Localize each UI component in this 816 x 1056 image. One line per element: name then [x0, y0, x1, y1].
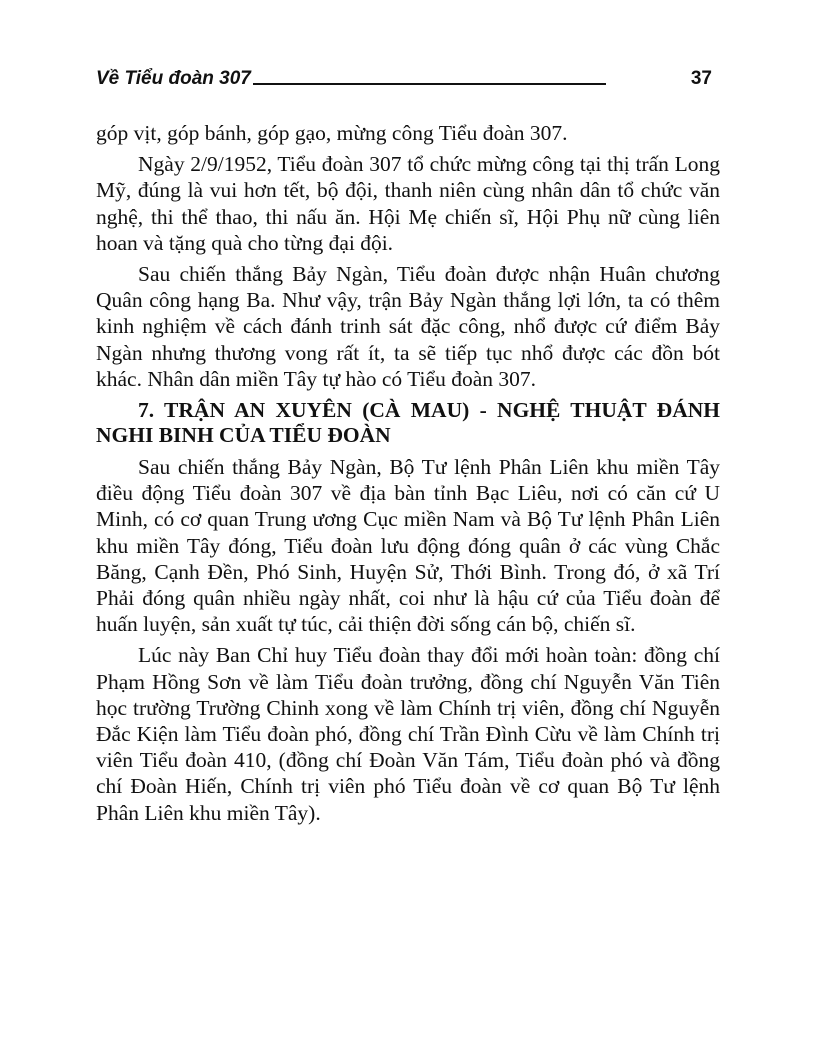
section-heading: 7. TRẬN AN XUYÊN (CÀ MAU) - NGHỆ THUẬT ĐÁNH NGHI BINH CỦA TIỂU ĐOÀN — [96, 398, 720, 448]
paragraph-celebration: Ngày 2/9/1952, Tiểu đoàn 307 tổ chức mừng công tại thị trấn Long Mỹ, đúng là vui hơn tết, bộ đội, thanh niên cùng nhân dân tổ chức văn nghệ, thi thể thao, thi nấu ăn. Hội Mẹ chiến sĩ, Hội Phụ nữ cùng liên hoan và tặng quà cho từng đại đội. — [96, 152, 720, 255]
running-header-title: Về Tiểu đoàn 307 — [96, 68, 251, 89]
body-text — [96, 120, 720, 826]
book-page — [96, 60, 720, 831]
running-header — [96, 60, 720, 90]
paragraph-continued: góp vịt, góp bánh, góp gạo, mừng công Tiểu đoàn 307. — [96, 121, 568, 145]
paragraph-relocation: Sau chiến thắng Bảy Ngàn, Bộ Tư lệnh Phân Liên khu miền Tây điều động Tiểu đoàn 307 về địa bàn tỉnh Bạc Liêu, nơi có căn cứ U Minh, có cơ quan Trung ương Cục miền Nam và Bộ Tư lệnh Phân Liên khu miền Tây đóng, Tiểu đoàn lưu động đóng quân ở các vùng Chắc Băng, Cạnh Đền, Phó Sinh, Huyện Sử, Thới Bình. Trong đó, ở xã Trí Phải đóng quân nhiều ngày nhất, coi như là hậu cứ của Tiểu đoàn để huấn luyện, sản xuất tự túc, cải thiện đời sống cán bộ, chiến sĩ. — [96, 455, 720, 637]
header-rule — [253, 83, 606, 85]
paragraph-command-change: Lúc này Ban Chỉ huy Tiểu đoàn thay đổi mới hoàn toàn: đồng chí Phạm Hồng Sơn về làm Tiểu đoàn trưởng, đồng chí Nguyễn Văn Tiên học trường Trường Chinh xong về làm Chính trị viên, đồng chí Nguyễn Đắc Kiện làm Tiểu đoàn phó, đồng chí Trần Đình Cừu về làm Chính trị viên Tiểu đoàn 410, (đồng chí Đoàn Văn Tám, Tiểu đoàn phó và đồng chí Đoàn Hiến, Chính trị viên phó Tiểu đoàn về cơ quan Bộ Tư lệnh Phân Liên khu miền Tây). — [96, 643, 720, 825]
page-number: 37 — [690, 68, 712, 89]
paragraph-medal: Sau chiến thắng Bảy Ngàn, Tiểu đoàn được nhận Huân chương Quân công hạng Ba. Như vậy, trận Bảy Ngàn thắng lợi lớn, ta có thêm kinh nghiệm về cách đánh trinh sát đặc công, nhổ được cứ điểm Bảy Ngàn nhưng thương vong rất ít, ta sẽ tiếp tục nhổ được các đồn bót khác. Nhân dân miền Tây tự hào có Tiểu đoàn 307. — [96, 262, 720, 391]
